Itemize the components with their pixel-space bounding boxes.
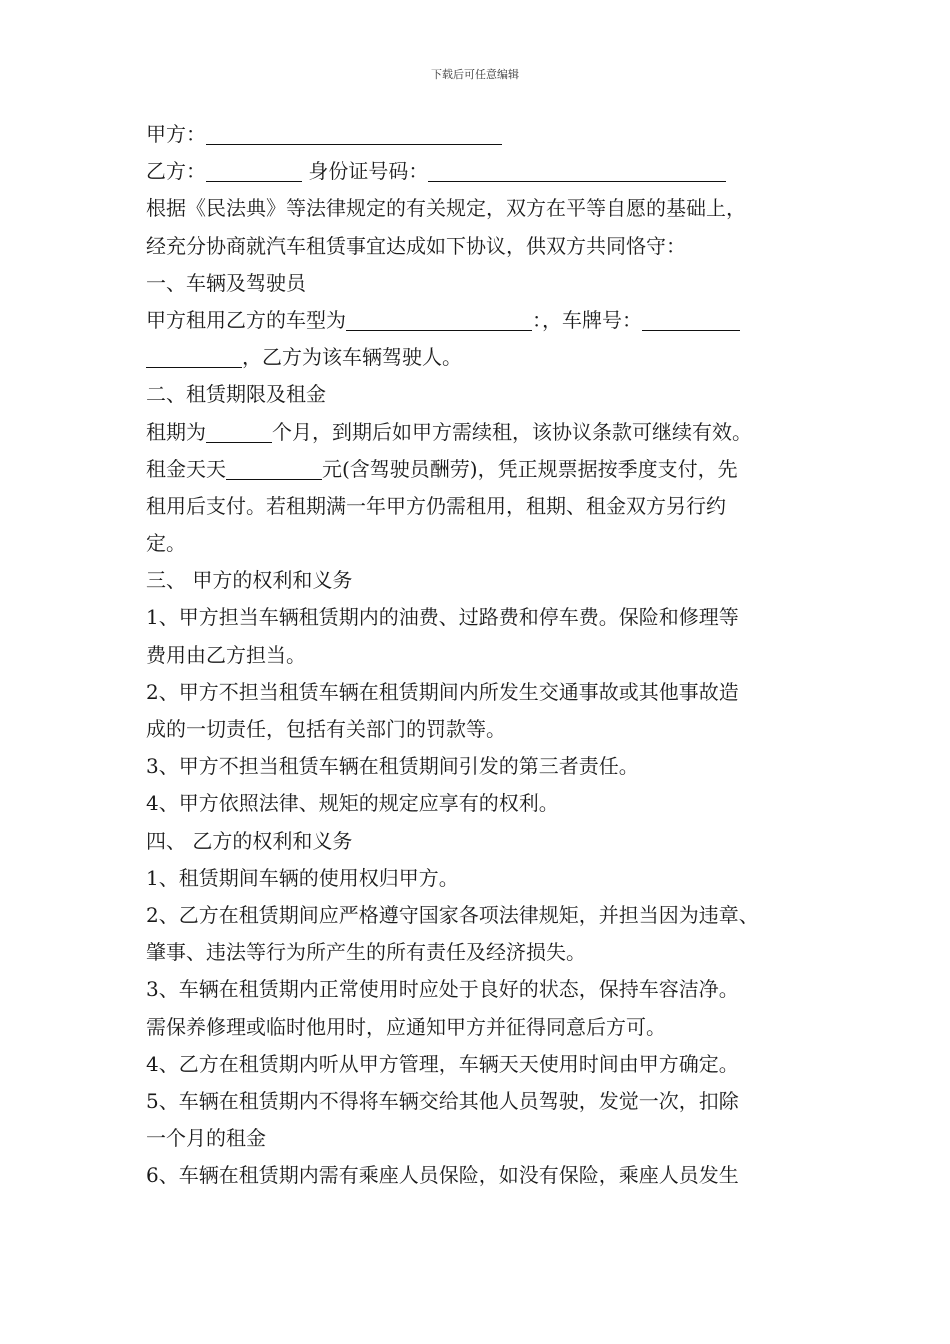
plate-blank-part2[interactable] xyxy=(146,345,242,368)
section-heading: 四、 乙方的权利和义务 xyxy=(146,828,353,853)
rent-text: 元(含驾驶员酬劳)，凭正规票据按季度支付，先 xyxy=(322,456,738,481)
party-b-label: 乙方： xyxy=(146,159,206,184)
clause-line: 一个月的租金 xyxy=(146,1126,266,1151)
clause-line: 成的一切责任，包括有关部门的罚款等。 xyxy=(146,717,506,741)
term-months-blank[interactable] xyxy=(206,420,272,443)
vehicle-model-blank[interactable] xyxy=(346,308,532,331)
paragraph-line: 定。 xyxy=(146,531,186,556)
term-label: 租期为 xyxy=(146,419,206,444)
section-heading: 一、车辆及驾驶员 xyxy=(146,270,306,295)
clause-line: 4、乙方在租赁期内听从甲方管理，车辆天天使用时间由甲方确定。 xyxy=(146,1051,739,1076)
vehicle-line-2 xyxy=(146,339,826,376)
term-line xyxy=(146,414,826,451)
rent-line xyxy=(146,451,826,488)
vehicle-line xyxy=(146,302,826,339)
clause-line: 2、甲方不担当租赁车辆在租赁期间内所发生交通事故或其他事故造 xyxy=(146,679,739,704)
clause-line: 6、车辆在租赁期内需有乘座人员保险，如没有保险，乘座人员发生 xyxy=(146,1163,739,1188)
rent-label: 租金天天 xyxy=(146,456,226,481)
plate-blank-part1[interactable] xyxy=(642,308,740,331)
id-number-blank[interactable] xyxy=(428,159,726,182)
party-a-line xyxy=(146,116,826,153)
paragraph-line: 根据《民法典》等法律规定的有关规定，双方在平等自愿的基础上， xyxy=(146,196,746,221)
page-header: 下载后可任意编辑 xyxy=(431,68,519,81)
party-b-line xyxy=(146,153,826,190)
plate-label: ：，车牌号： xyxy=(532,307,642,332)
party-a-label: 甲方： xyxy=(146,122,206,146)
clause-line: 需保养修理或临时他用时，应通知甲方并征得同意后方可。 xyxy=(146,1014,666,1039)
clause-line: 1、甲方担当车辆租赁期内的油费、过路费和停车费。保险和修理等 xyxy=(146,605,739,630)
rent-amount-blank[interactable] xyxy=(226,457,322,480)
driver-text: ，乙方为该车辆驾驶人。 xyxy=(242,345,462,370)
clause-line: 费用由乙方担当。 xyxy=(146,642,306,667)
clause-line: 4、甲方依照法律、规矩的规定应享有的权利。 xyxy=(146,791,559,816)
document-body xyxy=(146,116,826,1194)
section-heading: 二、租赁期限及租金 xyxy=(146,382,326,407)
id-number-label: 身份证号码： xyxy=(302,159,429,184)
paragraph-line: 租用后支付。若租期满一年甲方仍需租用，租期、租金双方另行约 xyxy=(146,493,726,518)
clause-line: 3、车辆在租赁期内正常使用时应处于良好的状态，保持车容洁净。 xyxy=(146,977,739,1002)
clause-line: 1、租赁期间车辆的使用权归甲方。 xyxy=(146,865,459,890)
party-a-blank[interactable] xyxy=(206,122,502,145)
clause-line: 2、乙方在租赁期间应严格遵守国家各项法律规矩，并担当因为违章、 xyxy=(146,902,759,927)
clause-line: 3、甲方不担当租赁车辆在租赁期间引发的第三者责任。 xyxy=(146,754,639,779)
paragraph-line: 经充分协商就汽车租赁事宜达成如下协议，供双方共同恪守： xyxy=(146,233,686,258)
clause-line: 5、车辆在租赁期内不得将车辆交给其他人员驾驶，发觉一次，扣除 xyxy=(146,1088,739,1113)
term-text: 个月，到期后如甲方需续租，该协议条款可继续有效。 xyxy=(272,419,752,444)
vehicle-model-label: 甲方租用乙方的车型为 xyxy=(146,307,346,332)
party-b-blank[interactable] xyxy=(206,159,302,182)
clause-line: 肇事、违法等行为所产生的所有责任及经济损失。 xyxy=(146,940,586,965)
section-heading: 三、 甲方的权利和义务 xyxy=(146,568,353,593)
